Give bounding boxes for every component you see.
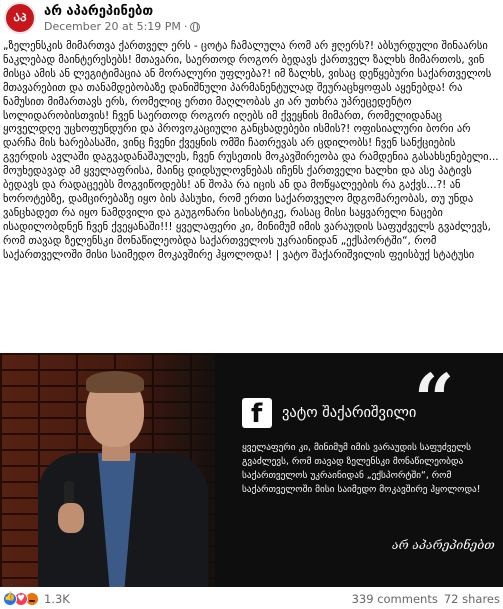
quote-mark-icon: “ — [414, 358, 455, 441]
page-avatar[interactable] — [4, 2, 36, 34]
speaker-photo — [38, 353, 208, 587]
reaction-count: 1.3K — [44, 592, 70, 606]
post-meta — [44, 20, 200, 33]
post-body-text: „ზელენსკის მიმართვა ქართველ ერს - ცოტა ჩამალულა რომ არ ჟღერს?! აბსურდული შინაარსი ნაკლებად მაინტერესებს! მთავარი, საერთოდ როგორ ბედავს ქართველ ზალხს მიმართოს, ვინ მისცა ამის ან ლეგიტიმაცია ან მორალური უფლება?! იმ ზალხს, ვისაც დეწყებური საქართველოს მთავარებით და თანამდებობაზე დანიშნული პარმანენტულად შეურაცხყოფას აყენებდა! რა ნამუსით მიმართავს ერს, რომელიც ერთი მაღლობას კი არ უთხრა უპრეცედენტო სოლიდარობისთვის! ჩვენ საერთოდ როგორ იღებს იმ ქვეყნის მიმართ, რომელიდანაც ყოველდღე უცხოფუნდური და პროვოკაციული განცხადებები ისმის?! ოფისიალური ბორი არ დარჩა მის ხარებასაში, ვინც ჩვენი ქვეყნის ომში ჩათრევას არ ცდილობს! ჩვენ სანქციების გვერდის ავლაში დაგვადანაშაულეს, ჩვენ რუსეთის მოკავშირეობა და რამდენია გასახსენებელი... მოუხედავად ამ ყველაფრისა, მაინც დიდსულოვნებას იჩენს ქართველი ხალხი და ასე პატივს ბედავს და რადაცეებს მოგვიწოდებს! ან შოპა რა იცის ან და მოწყალეების რა გაქვს...?! ან ხოროტებზე, დამცირებაზე იყო ბის პასუხი, რომ ერთი საქართველო მდგომარეობას, თუ უნდა ვანცხადეთ რა იყო ნამდვილი და გაუგონარი სისასტიკე, რასაც მისი საყვარელი ნაცები ისადილობდნენ ჩვენ ქვეყანაში!!! ყველაფერი კი, მინიმუმ იმის ვარაუდის საფუძველს გვაძლევს, რომ თავად ზელენსკი მონაწილეობდა საქართველოს უკრაინიდან „ექსპორტში“, რომ საქართველოში მისი საიმედო მოკავშირე ჰყოლოდა! | ვატო შაქარიშვილის ფეისბუქ სტატუსი — [3, 40, 502, 261]
avatar-logo: ᲐᲞ — [13, 11, 27, 24]
globe-icon — [190, 22, 200, 32]
engagement-counts — [352, 592, 500, 606]
post-image[interactable] — [0, 353, 503, 587]
post-footer — [0, 588, 503, 609]
quote-author: ვატო შაქარიშვილი — [282, 405, 417, 421]
post-timestamp[interactable]: December 20 at 5:19 PM — [44, 20, 181, 33]
speaker-hand — [58, 503, 84, 533]
like-icon — [3, 592, 17, 606]
reactions-summary[interactable] — [3, 592, 70, 606]
meta-separator: · — [183, 20, 188, 33]
page-name-link[interactable]: არ აპარეპინებთ — [44, 4, 154, 19]
facebook-letter: f — [251, 399, 263, 429]
post-header — [0, 0, 503, 34]
shares-link[interactable]: 72 shares — [443, 592, 500, 606]
comments-link[interactable]: 339 comments — [351, 592, 438, 606]
quote-text: ყველაფერი კი, მინიმუმ იმის ვარაუდის საფუძველს გვაძლევს, რომ თავად ზელენსკი მონაწილეობდა საქართველოს უკრაინიდან „ექსპორტში“, რომ საქართველოში მისი საიმედო მოკავშირე ჰყოლოდა! — [242, 442, 481, 495]
quote-signature: არ აპარეპინებთ — [392, 538, 495, 552]
speaker-hair — [86, 371, 144, 393]
